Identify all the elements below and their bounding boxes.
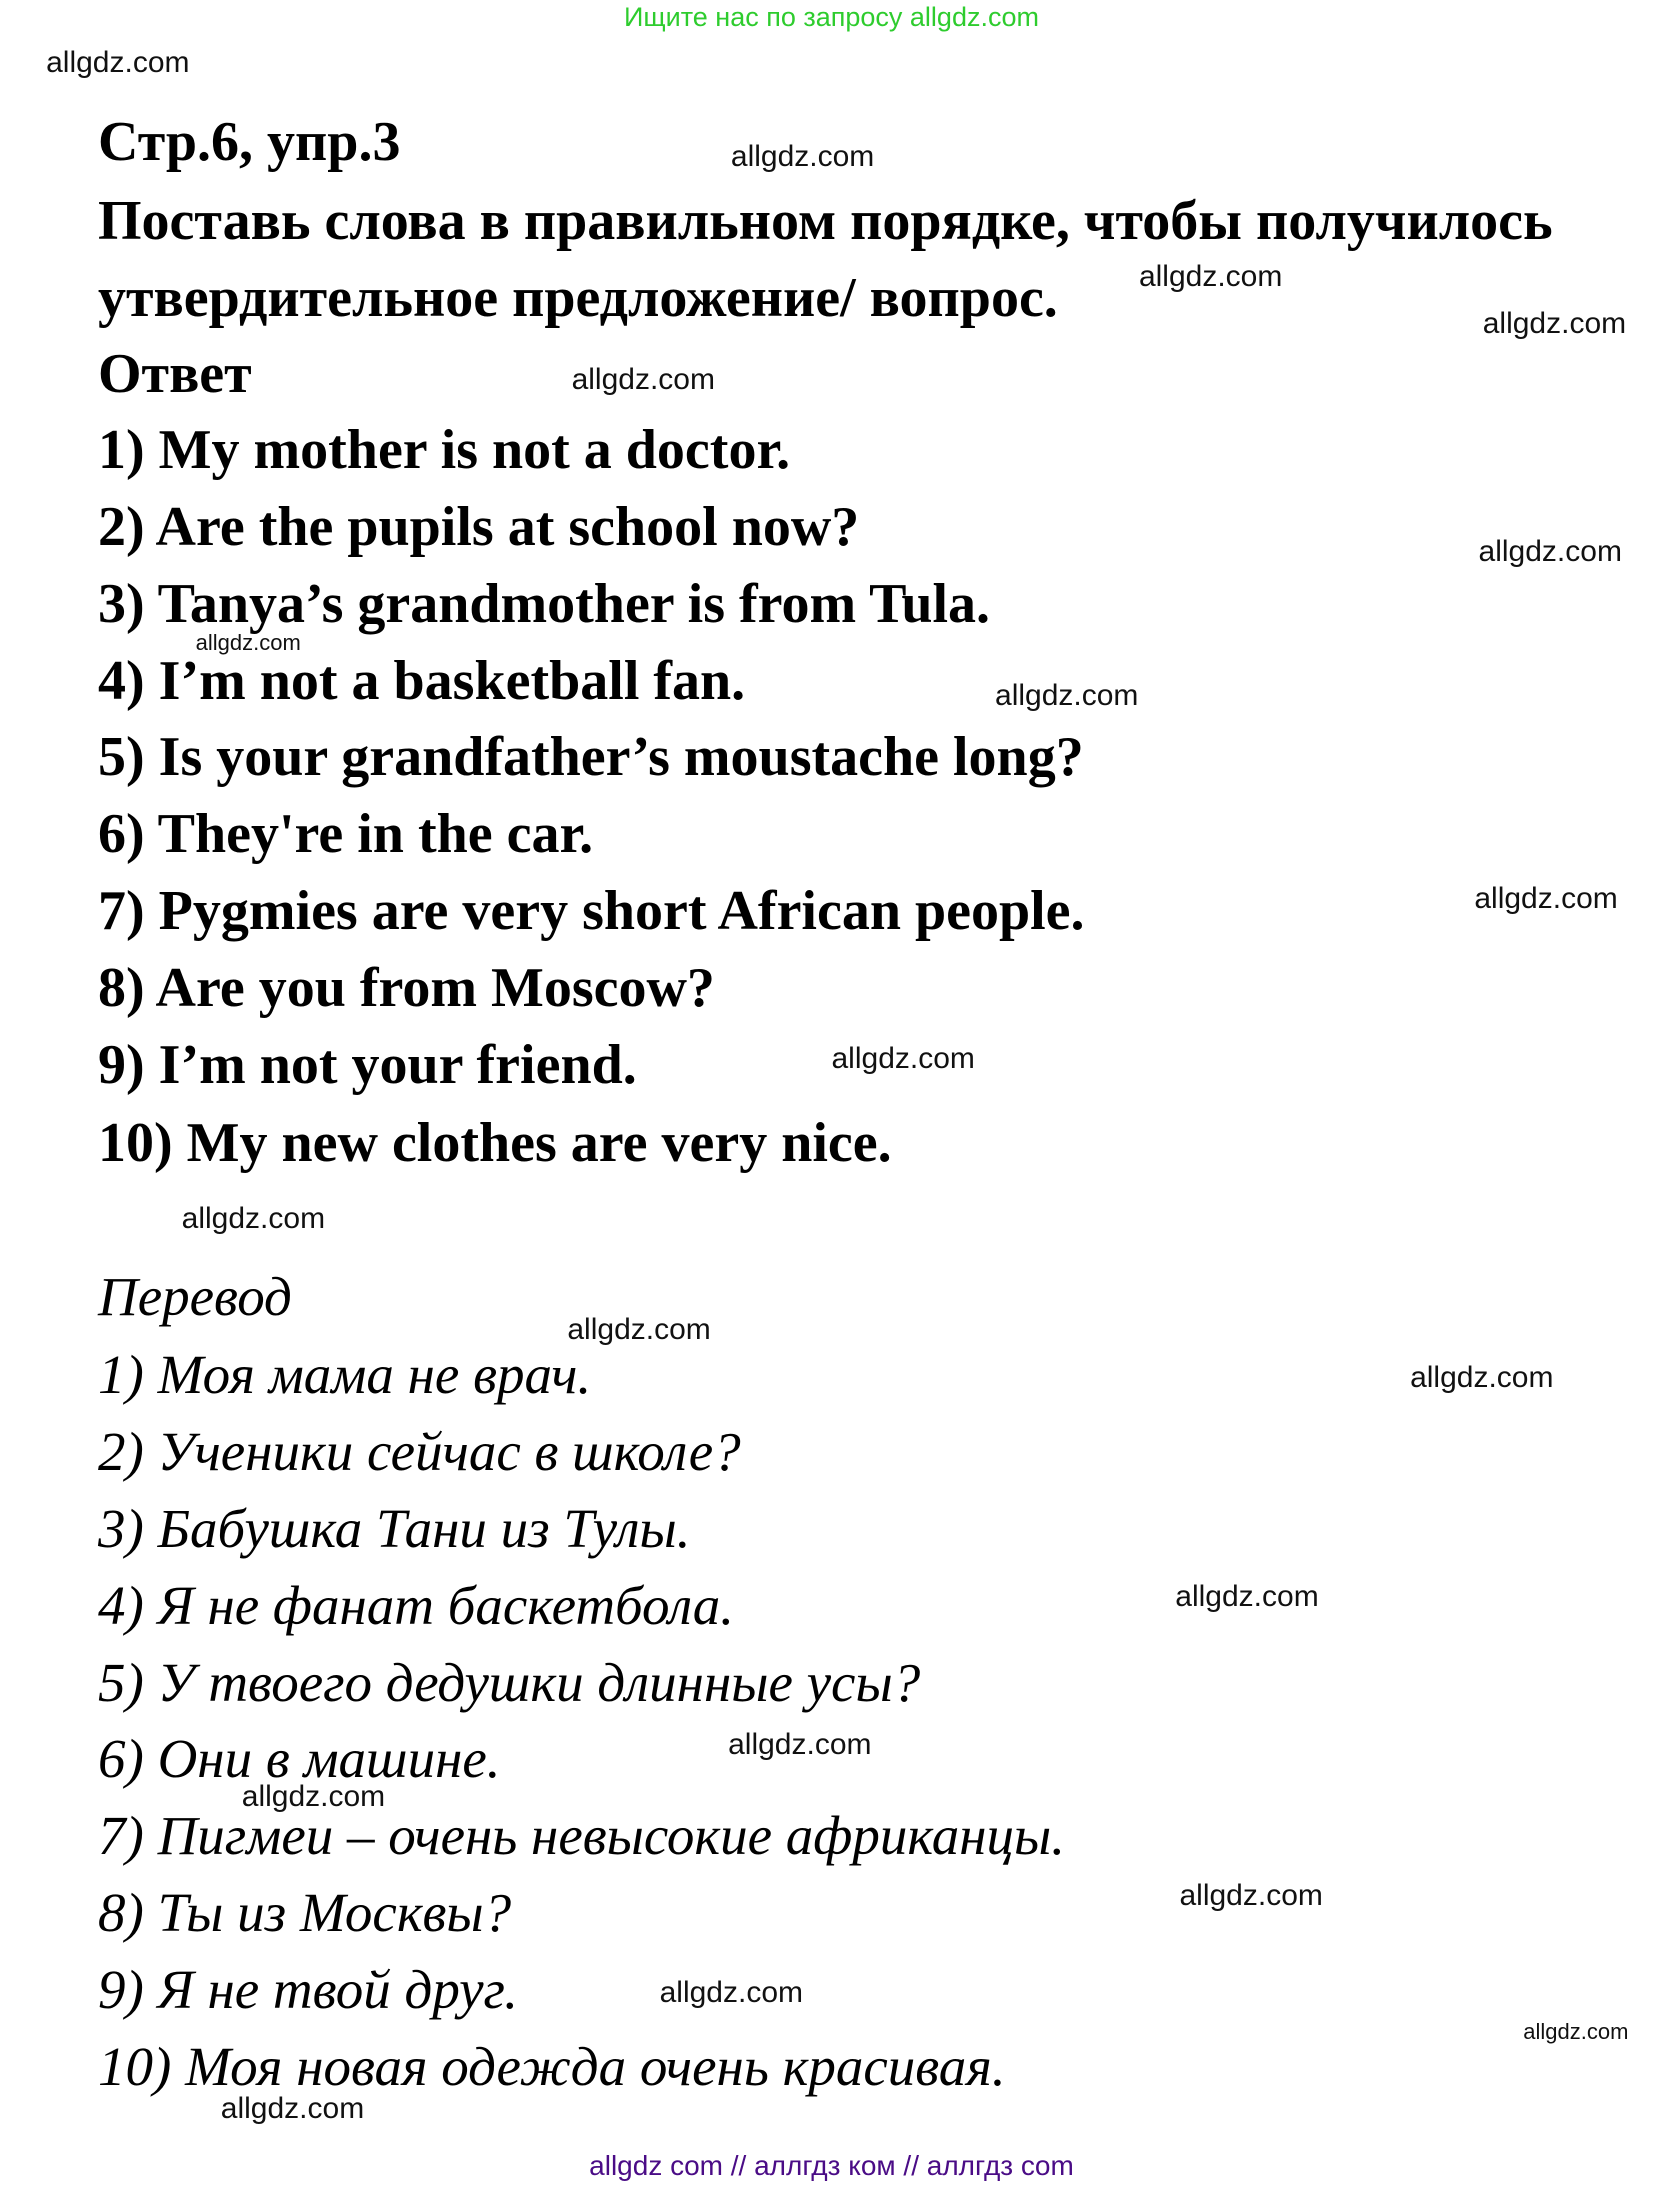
watermark: allgdz.com (1410, 1360, 1554, 1394)
translation-heading: Перевод (98, 1266, 292, 1327)
translation-item: 2) Ученики сейчас в школе? (98, 1421, 741, 1482)
watermark: allgdz.com (831, 1042, 975, 1076)
watermark: allgdz.com (1138, 259, 1283, 293)
translation-item: 5) У твоего дедушки длинные усы? (98, 1651, 921, 1713)
answer-heading: Ответ (98, 343, 252, 405)
watermark: allgdz.com (46, 45, 190, 79)
watermark: allgdz.com (1175, 1580, 1319, 1614)
watermark: allgdz.com (1482, 307, 1627, 341)
translation-item: 1) Моя мама не врач. (98, 1344, 592, 1406)
watermark: allgdz.com (567, 1313, 711, 1347)
answer-item: 2) Are the pupils at school now? (98, 495, 860, 558)
translation-item: 3) Бабушка Тани из Тулы. (98, 1497, 691, 1559)
watermark: allgdz.com (241, 1780, 386, 1814)
task-line-2: утвердительное предложение/ вопрос. (98, 267, 1058, 329)
answer-item: 7) Pygmies are very short African people. (98, 880, 1085, 943)
translation-item: 10) Моя новая одежда очень красивая. (98, 2035, 1006, 2097)
exercise-title: Стр.6, упр.3 (98, 111, 401, 173)
answer-item: 4) I’m not a basketball fan. (98, 649, 746, 712)
answer-item: 3) Tanya’s grandmother is from Tula. (98, 572, 991, 635)
translation-item: 7) Пигмеи – очень невысокие африканцы. (98, 1805, 1065, 1867)
footer-links: allgdz com // аллгдз ком // аллгдз com (589, 2150, 1074, 2181)
watermark: allgdz.com (571, 363, 715, 397)
watermark: allgdz.com (1474, 881, 1618, 915)
watermark: allgdz.com (659, 1975, 804, 2009)
translation-item: 4) Я не фанат баскетбола. (98, 1574, 735, 1636)
watermark: allgdz.com (730, 139, 875, 173)
watermark: allgdz.com (1523, 2018, 1629, 2044)
translation-item: 9) Я не твой друг. (98, 1959, 519, 2021)
answer-item: 5) Is your grandfather’s moustache long? (98, 726, 1084, 789)
translation-item: 8) Ты из Москвы? (98, 1882, 512, 1944)
translation-item: 6) Они в машине. (98, 1728, 501, 1790)
answer-item: 9) I’m not your friend. (98, 1033, 637, 1096)
answer-item: 1) My mother is not a doctor. (98, 418, 791, 481)
search-banner: Ищите нас по запросу allgdz.com (624, 2, 1039, 32)
answer-item: 8) Are you from Moscow? (98, 957, 715, 1020)
watermark: allgdz.com (1179, 1879, 1323, 1913)
watermark: allgdz.com (728, 1728, 872, 1762)
watermark: allgdz.com (195, 629, 301, 655)
watermark: allgdz.com (1478, 535, 1622, 568)
watermark: allgdz.com (181, 1201, 326, 1235)
answer-item: 6) They're in the car. (98, 803, 594, 866)
watermark: allgdz.com (220, 2091, 365, 2125)
answer-item: 10) My new clothes are very nice. (98, 1112, 892, 1175)
task-line-1: Поставь слова в правильном порядке, чтобы получилось (98, 190, 1553, 252)
watermark: allgdz.com (995, 678, 1139, 712)
